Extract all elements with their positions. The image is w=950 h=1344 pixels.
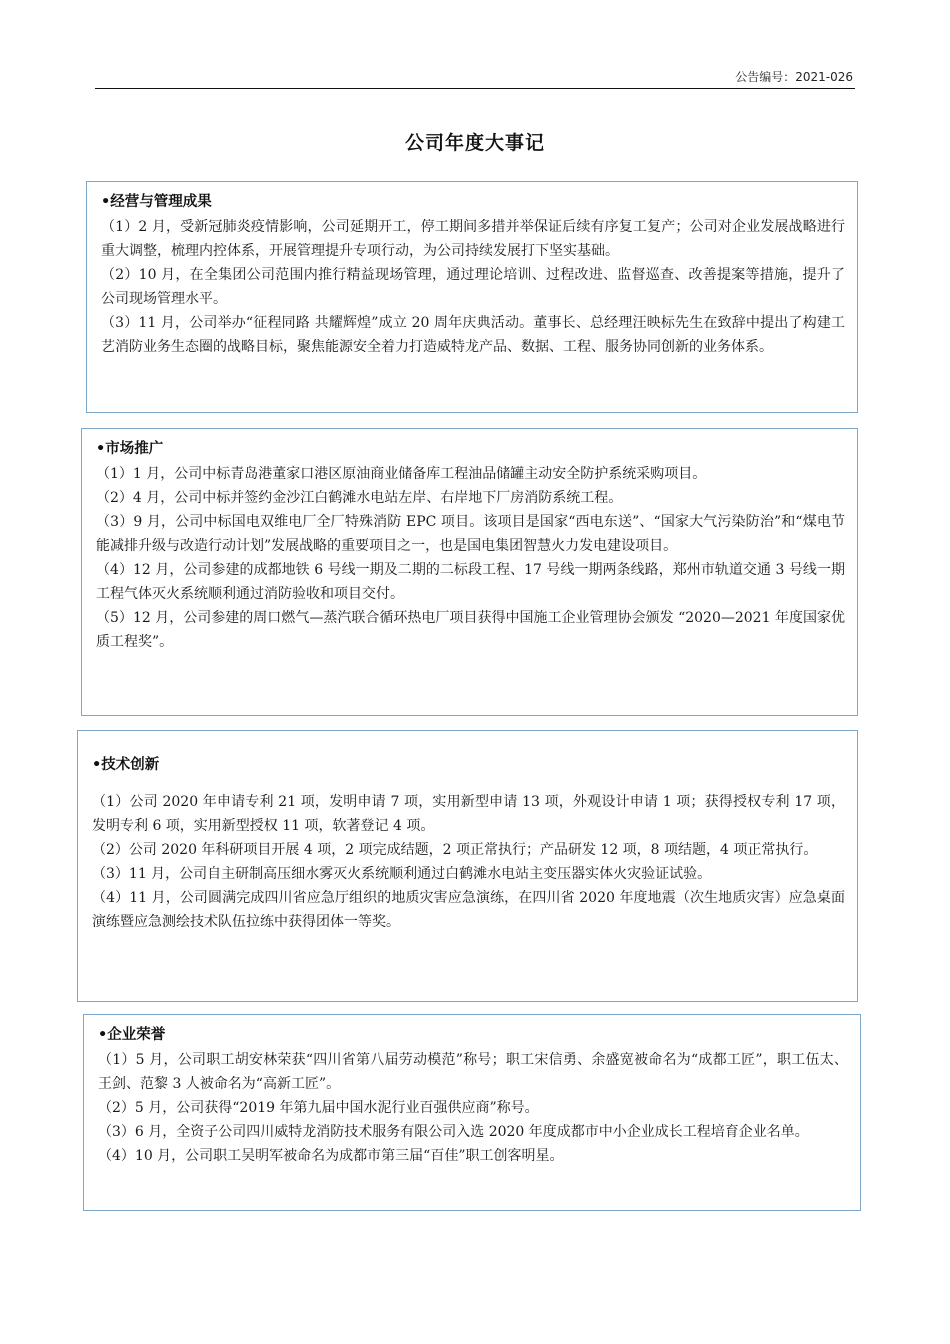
header-divider — [95, 88, 855, 89]
list-item: （2）10 月，在全集团公司范围内推行精益现场管理，通过理论培训、过程改进、监督巡查、改善提案等措施，提升了公司现场管理水平。 — [101, 267, 845, 307]
list-item: （3）11 月，公司举办“征程同路 共耀辉煌”成立 20 周年庆典活动。董事长、总经理汪映标先生在致辞中提出了构建工艺消防业务生态圈的战略目标，聚焦能源安全着力打造威特龙产品、数据、工程、服务协同创新的业务体系。 — [101, 315, 845, 355]
list-item: （3）6 月，全资子公司四川威特龙消防技术服务有限公司入选 2020 年度成都市中小企业成长工程培育企业名单。 — [98, 1124, 809, 1140]
list-item: （2）5 月，公司获得“2019 年第九届中国水泥行业百强供应商”称号。 — [98, 1100, 539, 1116]
announcement-number: 公告编号：2021-026 — [735, 70, 853, 84]
section-technology-innovation — [77, 730, 858, 1002]
list-item: （3）9 月，公司中标国电双维电厂全厂特殊消防 EPC 项目。该项目是国家“西电东送”、“国家大气污染防治”和“煤电节能减排升级与改造行动计划”发展战略的重要项目之一，也是国电集团智慧火力发电建设项目。 — [96, 514, 845, 554]
list-item: （1）1 月，公司中标青岛港董家口港区原油商业储备库工程油品储罐主动安全防护系统采购项目。 — [96, 466, 707, 482]
page-title: 公司年度大事记 — [404, 132, 545, 154]
list-item: （3）11 月，公司自主研制高压细水雾灭火系统顺利通过白鹤滩水电站主变压器实体火灾验证试验。 — [92, 866, 712, 882]
list-item: （4）10 月，公司职工吴明军被命名为成都市第三届“百佳”职工创客明星。 — [98, 1148, 564, 1164]
section-market-promotion — [81, 428, 858, 716]
section-heading: •企业荣誉 — [98, 1027, 166, 1043]
list-item: （4）11 月，公司圆满完成四川省应急厅组织的地质灾害应急演练，在四川省 2020 年度地震（次生地质灾害）应急桌面演练暨应急测绘技术队伍拉练中获得团体一等奖。 — [92, 890, 845, 930]
section-corporate-honors — [83, 1014, 861, 1211]
list-item: （4）12 月，公司参建的成都地铁 6 号线一期及二期的二标段工程、17 号线一期两条线路，郑州市轨道交通 3 号线一期工程气体灭火系统顺利通过消防验收和项目交付。 — [96, 562, 845, 602]
list-item: （2）4 月，公司中标并签约金沙江白鹤滩水电站左岸、右岸地下厂房消防系统工程。 — [96, 490, 623, 506]
section-heading: •技术创新 — [92, 757, 160, 773]
list-item: （1）公司 2020 年申请专利 21 项，发明申请 7 项，实用新型申请 13 项，外观设计申请 1 项；获得授权专利 17 项，发明专利 6 项，实用新型授权 11 项，软著登记 4 项。 — [92, 794, 845, 834]
list-item: （2）公司 2020 年科研项目开展 4 项，2 项完成结题，2 项正常执行；产品研发 12 项，8 项结题，4 项正常执行。 — [92, 842, 818, 858]
section-heading: •经营与管理成果 — [101, 194, 212, 210]
list-item: （1）5 月，公司职工胡安林荣获“四川省第八届劳动模范”称号；职工宋信勇、余盛宽被命名为“成都工匠”，职工伍太、王剑、范黎 3 人被命名为“高新工匠”。 — [98, 1052, 848, 1092]
section-heading: •市场推广 — [96, 441, 164, 457]
list-item: （1）2 月，受新冠肺炎疫情影响，公司延期开工，停工期间多措并举保证后续有序复工复产；公司对企业发展战略进行重大调整，梳理内控体系，开展管理提升专项行动，为公司持续发展打下坚实基础。 — [101, 219, 845, 259]
list-item: （5）12 月，公司参建的周口燃气—蒸汽联合循环热电厂项目获得中国施工企业管理协会颁发 “2020—2021 年度国家优质工程奖”。 — [96, 610, 845, 650]
section-operations-management — [86, 181, 858, 413]
